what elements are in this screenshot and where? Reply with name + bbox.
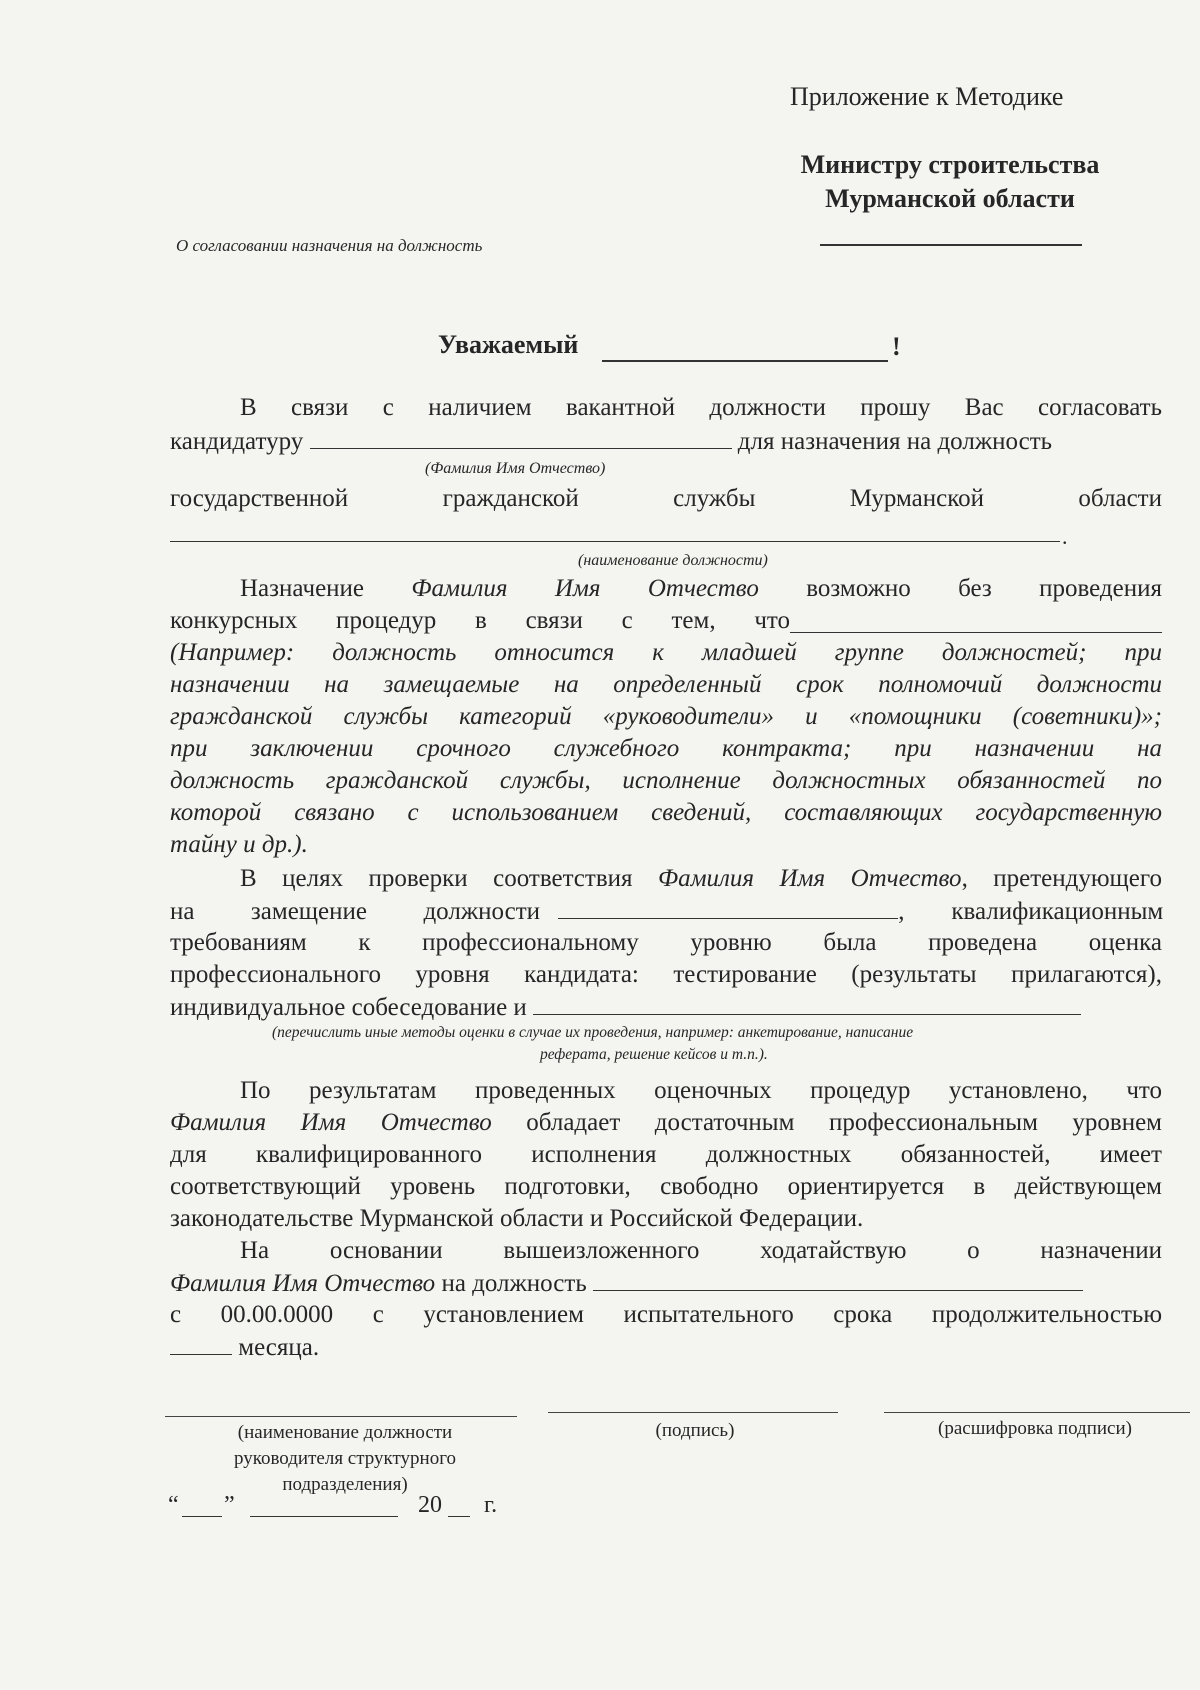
para5-line2: Фамилия Имя Отчество на должность (170, 1268, 1162, 1299)
para3-line1: В целях проверки соответствия Фамилия Имя Отчество, претендующего (240, 865, 1163, 892)
example-line-1: (Например: должность относится к младшей группе должностей; при (170, 639, 1162, 666)
other-methods-blank (533, 992, 1081, 1015)
letter-subject: О согласовании назначения на должность (176, 236, 483, 255)
decoding-signature-line (884, 1412, 1190, 1413)
date-year-blank (448, 1516, 470, 1517)
example-line-2: назначении на замещаемые на определенный срок полномочий должности (170, 671, 1162, 698)
example-line-4: при заключении срочного служебного контракта; при назначении на (170, 735, 1162, 762)
addressee-block (760, 148, 1140, 216)
salutation-exclamation: ! (892, 332, 901, 361)
example-line-7: тайну и др.). (170, 831, 308, 858)
para5-line1: На основании вышеизложенного ходатайствую о назначении (240, 1237, 1162, 1264)
decoding-label: (расшифровка подписи) (938, 1418, 1132, 1439)
appendix-label: Приложение к Методике (790, 82, 1064, 111)
para1-line2: кандидатуру для назначения на должность (170, 428, 1053, 455)
date-line: “ ” 20 г. (168, 1492, 498, 1518)
date-day-blank (182, 1516, 222, 1517)
para1-period: . (1062, 524, 1068, 549)
fio-placeholder: Фамилия Имя Отчество (411, 575, 759, 602)
para4-line4: соответствующий уровень подготовки, свободно ориентируется в действующем (170, 1173, 1162, 1200)
position-name-blank (170, 541, 1060, 542)
reason-blank (790, 632, 1162, 633)
example-line-6: которой связано с использованием сведений, составляющих государственную (170, 799, 1162, 826)
note-methods-1: (перечислить иные методы оценки в случае их проведения, например: анкетирование, написание (272, 1024, 914, 1041)
para3-line3: требованиям к профессиональному уровню была проведена оценка (170, 929, 1162, 956)
para3-line5: индивидуальное собеседование и (170, 992, 1162, 1023)
para5-line4: месяца. (170, 1332, 1162, 1363)
position-label: (наименование должности руководителя структурного подразделения) (233, 1422, 457, 1495)
position-signature-line (165, 1416, 517, 1417)
candidate-fio-blank (310, 426, 732, 449)
para3-line4: профессионального уровня кандидата: тестирование (результаты прилагаются), (170, 961, 1162, 988)
para1-line1: В связи с наличием вакантной должности прошу Вас согласовать (240, 394, 1162, 421)
probation-months-blank (170, 1332, 232, 1355)
signature-label: (подпись) (655, 1420, 735, 1441)
note-fio: (Фамилия Имя Отчество) (425, 460, 606, 477)
para3-line2: на замещение должности , квалификационным (170, 898, 1164, 925)
addressee-name-blank (820, 244, 1082, 246)
para2-line2: конкурсных процедур в связи с тем, что (170, 607, 790, 634)
signature-line (548, 1412, 838, 1413)
para5-line3: с 00.00.0000 с установлением испытательного срока продолжительностью (170, 1301, 1162, 1328)
salutation-name-blank (602, 360, 888, 362)
example-line-5: должность гражданской службы, исполнение должностных обязанностей по (170, 767, 1162, 794)
addressee-line-1: Министру строительства (800, 150, 1100, 179)
position-blank-2 (558, 896, 898, 919)
para4-line5: законодательстве Мурманской области и Российской Федерации. (170, 1205, 864, 1232)
note-methods-2: реферата, решение кейсов и т.п.). (540, 1046, 768, 1063)
note-position: (наименование должности) (578, 552, 768, 569)
para4-line3: для квалифицированного исполнения должностных обязанностей, имеет (170, 1141, 1162, 1168)
salutation: Уважаемый (438, 330, 579, 359)
date-month-blank (250, 1516, 398, 1517)
para4-line2: Фамилия Имя Отчество обладает достаточным профессиональным уровнем (170, 1109, 1163, 1136)
fio-placeholder: Фамилия Имя Отчество (170, 1270, 436, 1297)
addressee-line-2: Мурманской области (825, 184, 1075, 213)
fio-placeholder: Фамилия Имя Отчество (170, 1109, 492, 1136)
para1-line3: государственной гражданской службы Мурманской области (170, 485, 1162, 512)
para2-line1: Назначение Фамилия Имя Отчество возможно без проведения (240, 575, 1163, 602)
para4-line1: По результатам проведенных оценочных процедур установлено, что (240, 1077, 1162, 1104)
appointment-position-blank (593, 1268, 1083, 1291)
example-line-3: гражданской службы категорий «руководители» и «помощники (советники)»; (170, 703, 1162, 730)
fio-placeholder: Фамилия Имя Отчество (657, 865, 962, 892)
